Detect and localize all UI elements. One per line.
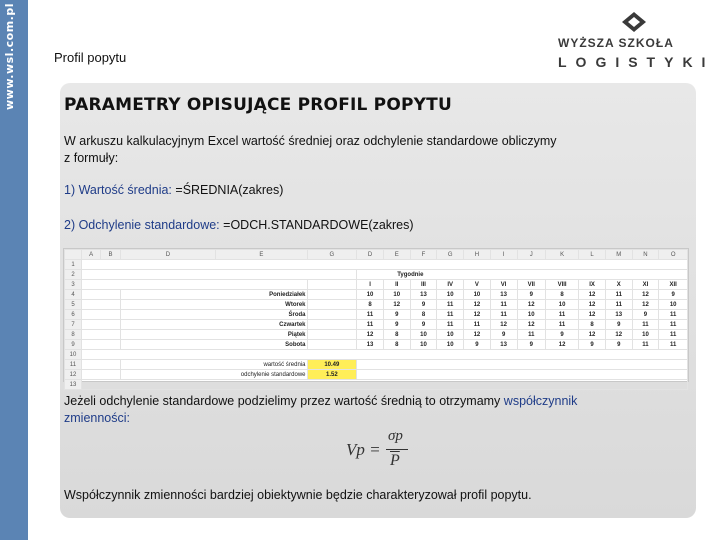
- row-number: 5: [65, 300, 82, 310]
- value-cell: 9: [490, 330, 517, 340]
- intro-text: [64, 133, 557, 167]
- day-label-cell: Poniedziałek: [120, 290, 307, 300]
- column-header: L: [579, 250, 606, 260]
- column-header: I: [490, 250, 517, 260]
- day-label-cell: Sobota: [120, 340, 307, 350]
- empty-cell: [307, 290, 357, 300]
- value-cell: 8: [410, 310, 437, 320]
- sheet-body: [65, 280, 688, 390]
- value-cell: 11: [490, 310, 517, 320]
- sidebar-band: [0, 0, 28, 540]
- intro-line-2: z formuły:: [64, 151, 119, 165]
- intro-line-1: W arkuszu kalkulacyjnym Excel wartość średniej oraz odchylenie standardowe obliczymy: [64, 134, 557, 148]
- value-cell: 11: [659, 320, 688, 330]
- value-cell: 13: [605, 310, 632, 320]
- empty-cell: [307, 330, 357, 340]
- day-label-cell: Środa: [120, 310, 307, 320]
- table-row: [65, 300, 688, 310]
- value-cell: 10: [437, 290, 464, 300]
- column-header: F: [410, 250, 437, 260]
- value-cell: 9: [659, 290, 688, 300]
- item-mean: [64, 182, 283, 199]
- day-label-cell: Wtorek: [120, 300, 307, 310]
- std-label-cell: odchylenie standardowe: [120, 370, 307, 380]
- empty-cell: [307, 300, 357, 310]
- value-cell: 9: [605, 320, 632, 330]
- value-cell: 11: [437, 310, 464, 320]
- week-number-cell: IX: [579, 280, 606, 290]
- empty-cell: [82, 340, 121, 350]
- item-std-label: 2) Odchylenie standardowe:: [64, 218, 220, 232]
- empty-cell: [82, 320, 121, 330]
- value-cell: 10: [437, 330, 464, 340]
- empty-cell: [82, 370, 121, 380]
- value-cell: 11: [437, 320, 464, 330]
- item-mean-label: 1) Wartość średnia:: [64, 183, 172, 197]
- row-number: 9: [65, 340, 82, 350]
- value-cell: 11: [464, 320, 491, 330]
- logo-line2: LOGISTYKI: [558, 54, 715, 70]
- value-cell: 9: [605, 340, 632, 350]
- empty-cell: [307, 320, 357, 330]
- excel-spreadsheet: [63, 248, 689, 388]
- value-cell: 11: [632, 340, 659, 350]
- value-cell: 11: [357, 320, 384, 330]
- column-header: G: [437, 250, 464, 260]
- value-cell: 12: [464, 300, 491, 310]
- value-cell: 12: [546, 340, 579, 350]
- item-std: [64, 217, 414, 234]
- column-header: K: [546, 250, 579, 260]
- value-cell: 12: [490, 320, 517, 330]
- week-number-cell: II: [383, 280, 410, 290]
- column-header: G: [307, 250, 357, 260]
- week-number-cell: X: [605, 280, 632, 290]
- std-value-cell: 1.52: [307, 370, 357, 380]
- value-cell: 11: [632, 320, 659, 330]
- value-cell: 10: [659, 300, 688, 310]
- empty-cell: [357, 360, 688, 370]
- empty-cell: [307, 310, 357, 320]
- cv-text: [64, 393, 577, 427]
- row-number: 10: [65, 350, 82, 360]
- logo-emblem-icon: [616, 10, 652, 36]
- mean-row: [65, 360, 688, 370]
- table-row: [65, 290, 688, 300]
- column-header: [65, 250, 82, 260]
- school-logo: [556, 10, 715, 70]
- table-row: [65, 330, 688, 340]
- value-cell: 10: [410, 340, 437, 350]
- empty-cell: [82, 300, 121, 310]
- value-cell: 8: [579, 320, 606, 330]
- column-header: B: [101, 250, 120, 260]
- value-cell: 13: [490, 290, 517, 300]
- week-number-cell: I: [357, 280, 384, 290]
- value-cell: 10: [517, 310, 546, 320]
- value-cell: 8: [383, 330, 410, 340]
- sheet-row-13: [65, 380, 688, 390]
- empty-cell: [82, 350, 688, 360]
- value-cell: 11: [437, 300, 464, 310]
- empty-cell: [82, 330, 121, 340]
- value-cell: 12: [632, 290, 659, 300]
- slide-header-title: Profil popytu: [54, 50, 127, 65]
- value-cell: 13: [490, 340, 517, 350]
- value-cell: 9: [546, 330, 579, 340]
- row-number: 13: [65, 380, 82, 390]
- empty-cell: [82, 290, 121, 300]
- formula-numerator: σp: [388, 428, 403, 444]
- value-cell: 10: [546, 300, 579, 310]
- cv-formula: [346, 428, 416, 474]
- item-mean-formula: =ŚREDNIA(zakres): [175, 183, 284, 197]
- column-header: A: [82, 250, 101, 260]
- cv-line-2: zmienności:: [64, 411, 130, 425]
- table-row: [65, 340, 688, 350]
- conclusion-text: Współczynnik zmienności bardziej obiektywnie będzie charakteryzował profil popytu.: [64, 488, 532, 502]
- value-cell: 11: [605, 300, 632, 310]
- row-number: 8: [65, 330, 82, 340]
- cv-term: współczynnik: [503, 394, 578, 408]
- value-cell: 10: [383, 290, 410, 300]
- column-header: E: [216, 250, 307, 260]
- value-cell: 9: [383, 320, 410, 330]
- column-header-row: [65, 250, 688, 260]
- column-header: H: [464, 250, 491, 260]
- value-cell: 9: [517, 340, 546, 350]
- value-cell: 13: [357, 340, 384, 350]
- value-cell: 11: [605, 290, 632, 300]
- week-header: Tygodnie: [357, 270, 688, 280]
- item-std-formula: =ODCH.STANDARDOWE(zakres): [223, 218, 414, 232]
- value-cell: 9: [410, 300, 437, 310]
- row-number: 11: [65, 360, 82, 370]
- value-cell: 10: [464, 290, 491, 300]
- value-cell: 8: [383, 340, 410, 350]
- cv-line-1: Jeżeli odchylenie standardowe podzielimy przez wartość średnią to otrzymamy: [64, 394, 501, 408]
- empty-cell: [307, 280, 357, 290]
- week-number-cell: III: [410, 280, 437, 290]
- value-cell: 10: [632, 330, 659, 340]
- value-cell: 12: [579, 290, 606, 300]
- empty-cell: [82, 280, 308, 290]
- value-cell: 9: [632, 310, 659, 320]
- row-number: 6: [65, 310, 82, 320]
- std-row: [65, 370, 688, 380]
- row-number: 3: [65, 280, 82, 290]
- row-number: 4: [65, 290, 82, 300]
- column-header: J: [517, 250, 546, 260]
- week-number-cell: V: [464, 280, 491, 290]
- week-number-cell: VII: [517, 280, 546, 290]
- value-cell: 11: [659, 310, 688, 320]
- column-header: M: [605, 250, 632, 260]
- value-cell: 11: [659, 330, 688, 340]
- value-cell: 11: [517, 330, 546, 340]
- value-cell: 8: [546, 290, 579, 300]
- formula-denominator: $\overline{P}$: [390, 452, 400, 469]
- value-cell: 10: [357, 290, 384, 300]
- value-cell: 10: [410, 330, 437, 340]
- value-cell: 11: [546, 310, 579, 320]
- week-number-cell: XI: [632, 280, 659, 290]
- table-row: [65, 320, 688, 330]
- value-cell: 9: [517, 290, 546, 300]
- column-header: E: [383, 250, 410, 260]
- week-number-cell: VI: [490, 280, 517, 290]
- value-cell: 11: [357, 310, 384, 320]
- column-header: O: [659, 250, 688, 260]
- value-cell: 12: [517, 320, 546, 330]
- value-cell: 9: [410, 320, 437, 330]
- value-cell: 10: [437, 340, 464, 350]
- row-number: 12: [65, 370, 82, 380]
- value-cell: 12: [579, 310, 606, 320]
- sheet-row-10: [65, 350, 688, 360]
- week-number-cell: XII: [659, 280, 688, 290]
- value-cell: 12: [632, 300, 659, 310]
- day-label-cell: Piątek: [120, 330, 307, 340]
- table-row: [65, 310, 688, 320]
- sheet-row-3: [65, 280, 688, 290]
- value-cell: 12: [464, 310, 491, 320]
- sheet-row-2: 2 Tygodnie: [65, 270, 688, 280]
- empty-cell: [82, 310, 121, 320]
- value-cell: 12: [605, 330, 632, 340]
- column-header: D: [357, 250, 384, 260]
- value-cell: 12: [579, 300, 606, 310]
- page-title: PARAMETRY OPISUJĄCE PROFIL POPYTU: [64, 95, 452, 115]
- empty-cell: [307, 340, 357, 350]
- value-cell: 9: [579, 340, 606, 350]
- value-cell: 12: [383, 300, 410, 310]
- empty-cell: [82, 380, 688, 390]
- value-cell: 8: [357, 300, 384, 310]
- column-header: N: [632, 250, 659, 260]
- sheet-row-1: 1: [65, 260, 688, 270]
- empty-cell: [357, 370, 688, 380]
- spreadsheet-table: [64, 249, 688, 390]
- value-cell: 11: [490, 300, 517, 310]
- value-cell: 9: [383, 310, 410, 320]
- formula-fraction-bar: [386, 449, 408, 450]
- value-cell: 11: [546, 320, 579, 330]
- logo-line1: WYŻSZA SZKOŁA: [558, 36, 674, 50]
- formula-lhs: Vp =: [346, 440, 381, 459]
- value-cell: 9: [464, 340, 491, 350]
- empty-cell: [82, 360, 121, 370]
- week-number-cell: VIII: [546, 280, 579, 290]
- value-cell: 13: [410, 290, 437, 300]
- value-cell: 11: [659, 340, 688, 350]
- day-label-cell: Czwartek: [120, 320, 307, 330]
- week-number-cell: IV: [437, 280, 464, 290]
- value-cell: 12: [464, 330, 491, 340]
- column-header: D: [120, 250, 215, 260]
- sidebar-watermark: www.wsl.com.pl: [3, 3, 16, 110]
- row-number: 7: [65, 320, 82, 330]
- value-cell: 12: [579, 330, 606, 340]
- mean-label-cell: wartość średnia: [120, 360, 307, 370]
- value-cell: 12: [357, 330, 384, 340]
- value-cell: 12: [517, 300, 546, 310]
- mean-value-cell: 10.49: [307, 360, 357, 370]
